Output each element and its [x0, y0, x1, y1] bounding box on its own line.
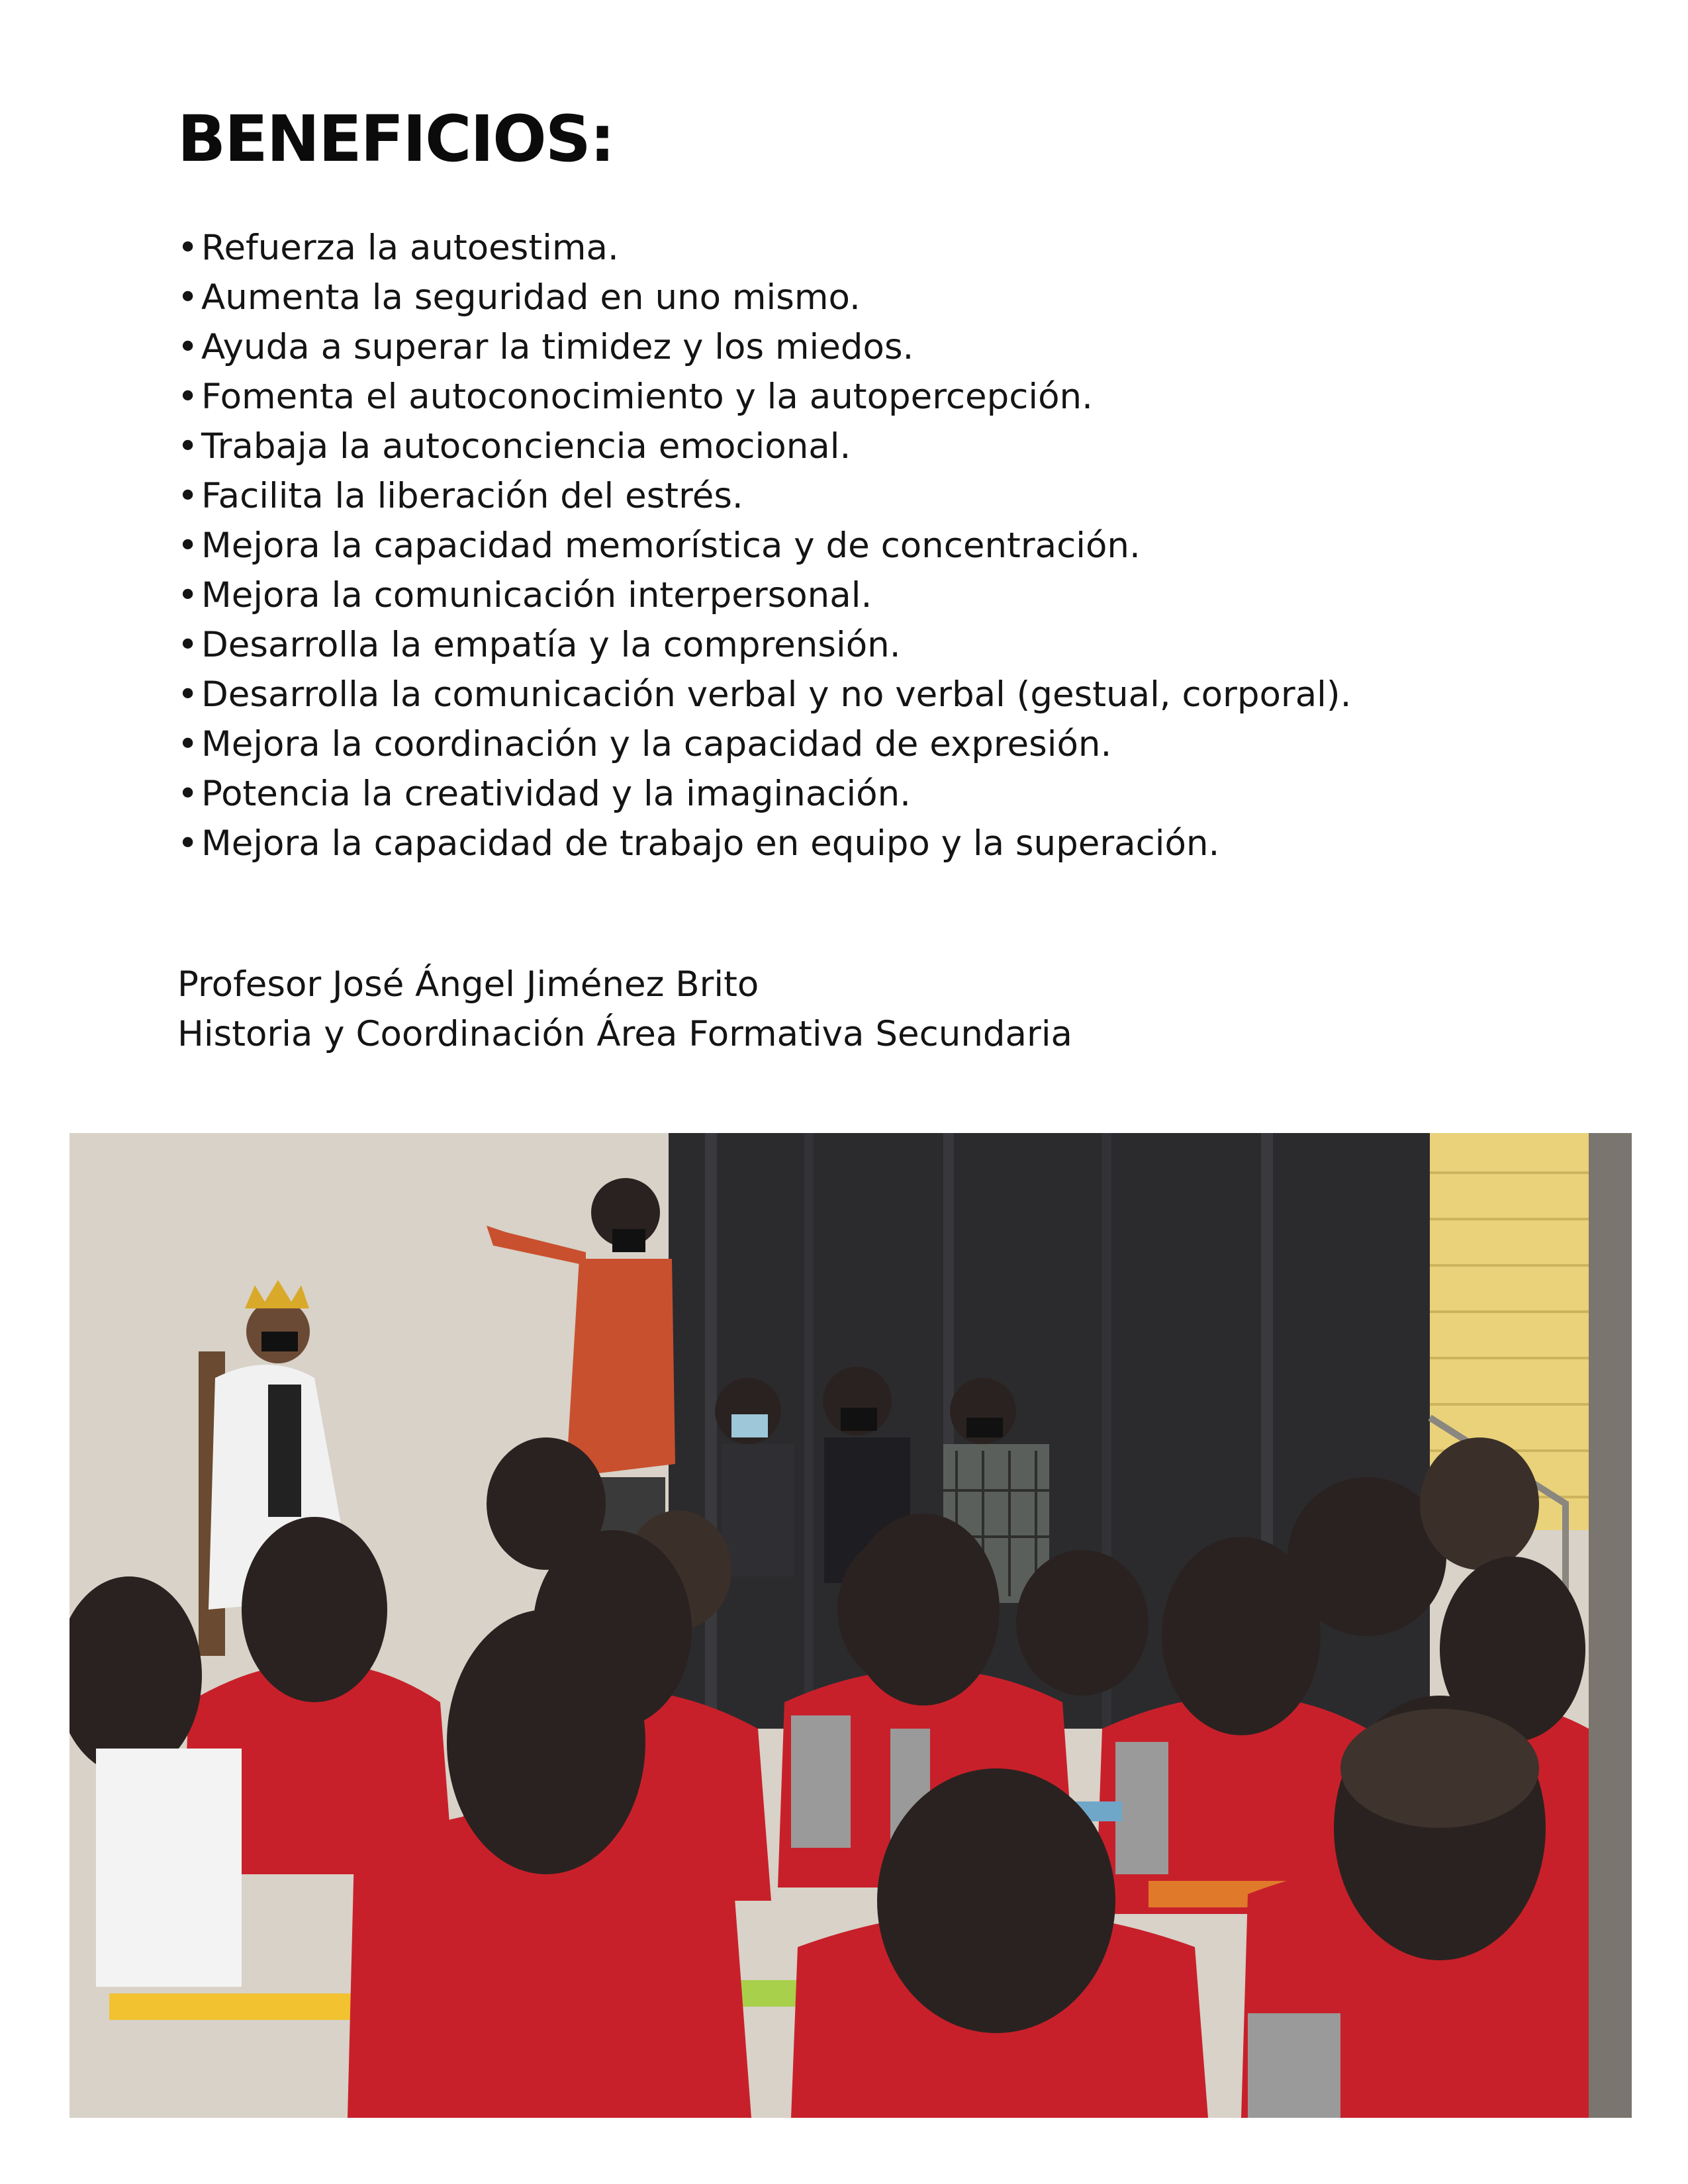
benefit-item — [177, 223, 1667, 273]
benefit-text: Ayuda a superar la timidez y los miedos. — [201, 327, 914, 367]
benefit-text: Mejora la capacidad memorística y de concentración. — [201, 525, 1141, 566]
bullet-icon: • — [177, 774, 199, 814]
classroom-theater-photo — [70, 1133, 1632, 2118]
benefit-item — [177, 322, 1667, 372]
benefit-item — [177, 570, 1667, 620]
benefit-item — [177, 422, 1667, 471]
bullet-icon: • — [177, 674, 199, 715]
benefit-text: Refuerza la autoestima. — [201, 228, 619, 268]
benefit-text: Aumenta la seguridad en uno mismo. — [201, 277, 861, 318]
benefit-item — [177, 670, 1667, 719]
bullet-icon: • — [177, 823, 199, 864]
benefit-text: Mejora la capacidad de trabajo en equipo y la superación. — [201, 823, 1220, 864]
benefit-item — [177, 471, 1667, 521]
benefit-text: Potencia la creatividad y la imaginación. — [201, 774, 912, 814]
bullet-icon: • — [177, 377, 199, 417]
benefit-text: Trabaja la autoconciencia emocional. — [201, 426, 851, 467]
benefit-text: Mejora la coordinación y la capacidad de expresión. — [201, 724, 1112, 764]
benefit-item — [177, 372, 1667, 422]
page-heading: BENEFICIOS: — [177, 102, 614, 176]
bullet-icon: • — [177, 327, 199, 367]
bullet-icon: • — [177, 277, 199, 318]
benefit-item — [177, 819, 1667, 868]
benefits-list — [177, 223, 1667, 868]
benefit-text: Facilita la liberación del estrés. — [201, 476, 743, 516]
photo-orange-jacket — [566, 1259, 675, 1477]
author-role: Historia y Coordinación Área Formativa Secundaria — [177, 1014, 1073, 1054]
benefit-item — [177, 719, 1667, 769]
bullet-icon: • — [177, 625, 199, 665]
benefit-item — [177, 521, 1667, 570]
benefit-text: Fomenta el autoconocimiento y la autopercepción. — [201, 377, 1093, 417]
benefit-item — [177, 273, 1667, 322]
bullet-icon: • — [177, 426, 199, 467]
benefit-item — [177, 620, 1667, 670]
bullet-icon: • — [177, 228, 199, 268]
bullet-icon: • — [177, 724, 199, 764]
benefit-text: Desarrolla la empatía y la comprensión. — [201, 625, 901, 665]
benefit-item — [177, 769, 1667, 819]
author-name: Profesor José Ángel Jiménez Brito — [177, 964, 759, 1005]
bullet-icon: • — [177, 476, 199, 516]
bullet-icon: • — [177, 525, 199, 566]
benefit-text: Desarrolla la comunicación verbal y no verbal (gestual, corporal). — [201, 674, 1352, 715]
benefit-text: Mejora la comunicación interpersonal. — [201, 575, 872, 615]
bullet-icon: • — [177, 575, 199, 615]
author-signature — [177, 960, 1634, 1059]
